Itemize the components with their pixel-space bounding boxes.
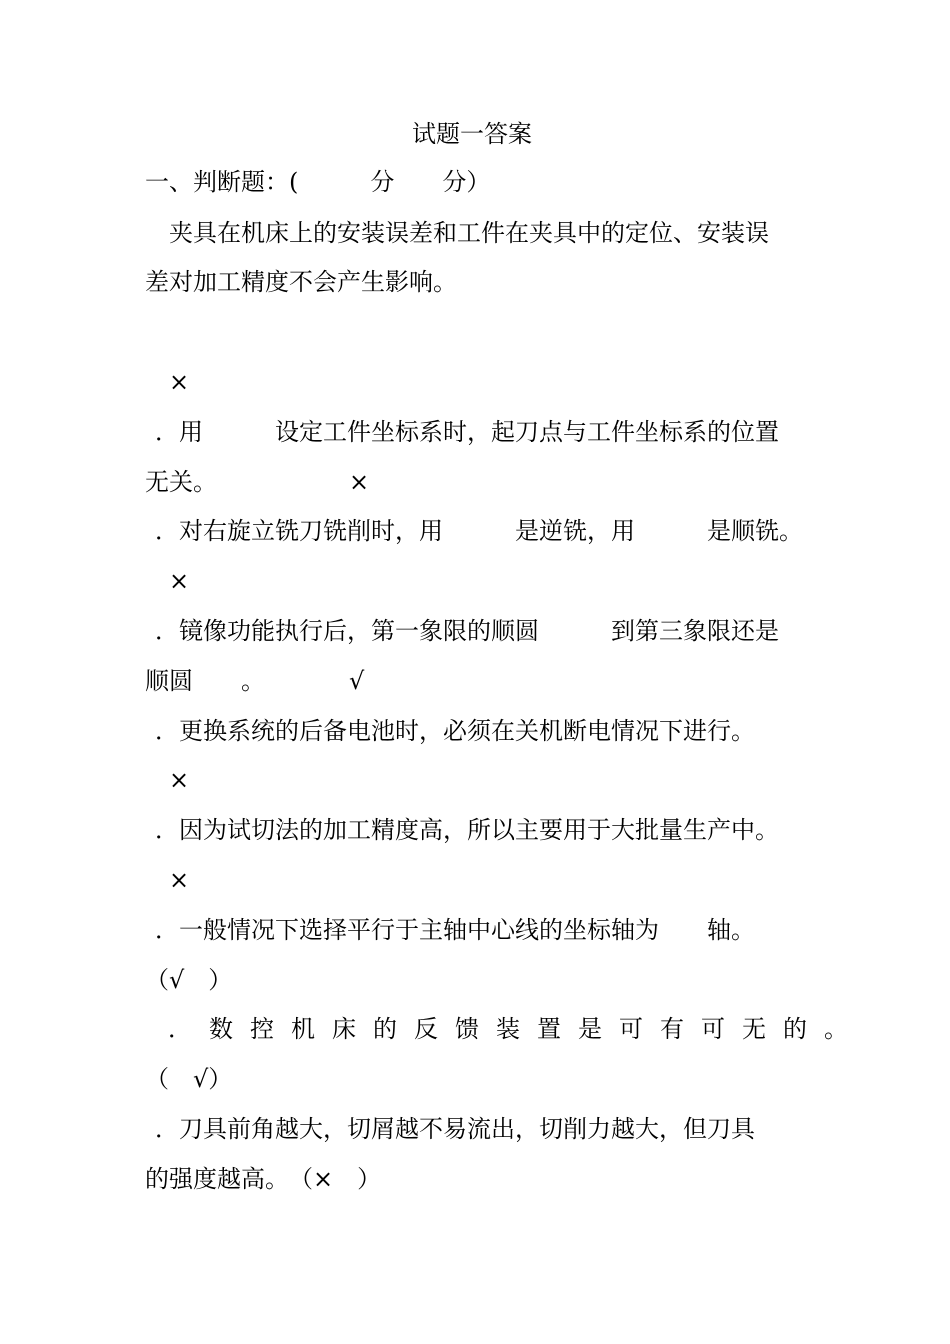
question-2-line-1: ．用 设定工件坐标系时，起刀点与工件坐标系的位置 [155, 418, 779, 446]
question-8-line-2: （ √） [145, 1065, 233, 1093]
question-3-line-1: ．对右旋立铣刀铣削时，用 是逆铣，用 是顺铣。 [155, 517, 803, 545]
question-9-line-1: ．刀具前角越大，切屑越不易流出，切削力越大，但刀具 [155, 1115, 755, 1143]
question-3-answer: × [145, 567, 190, 595]
question-1-line-2: 差对加工精度不会产生影响。 [145, 268, 457, 296]
question-5-answer: × [145, 766, 190, 794]
page-title: 试题一答案 [412, 120, 532, 148]
question-5-line-1: ．更换系统的后备电池时，必须在关机断电情况下进行。 [155, 717, 755, 745]
question-1-answer: × [145, 368, 190, 396]
question-4-line-2: 顺圆 。 √ [145, 667, 365, 695]
question-7-line-1: ．一般情况下选择平行于主轴中心线的坐标轴为 轴。 [155, 916, 755, 944]
question-1-line-1: 夹具在机床上的安装误差和工件在夹具中的定位、安装误 [145, 219, 769, 247]
question-8-line-1: ．数控机床的反馈装置是可有可无的。 [168, 1015, 865, 1043]
question-2-line-2: 无关。 × [145, 468, 370, 496]
question-6-answer: × [145, 866, 190, 894]
section-heading: 一、判断题：( 分 分） [145, 168, 491, 196]
question-9-line-2: 的强度越高。 （× ） [145, 1165, 382, 1193]
question-4-line-1: ．镜像功能执行后，第一象限的顺圆 到第三象限还是 [155, 617, 779, 645]
question-7-line-2: （√ ） [145, 966, 233, 994]
question-6-line-1: ．因为试切法的加工精度高，所以主要用于大批量生产中。 [155, 816, 779, 844]
